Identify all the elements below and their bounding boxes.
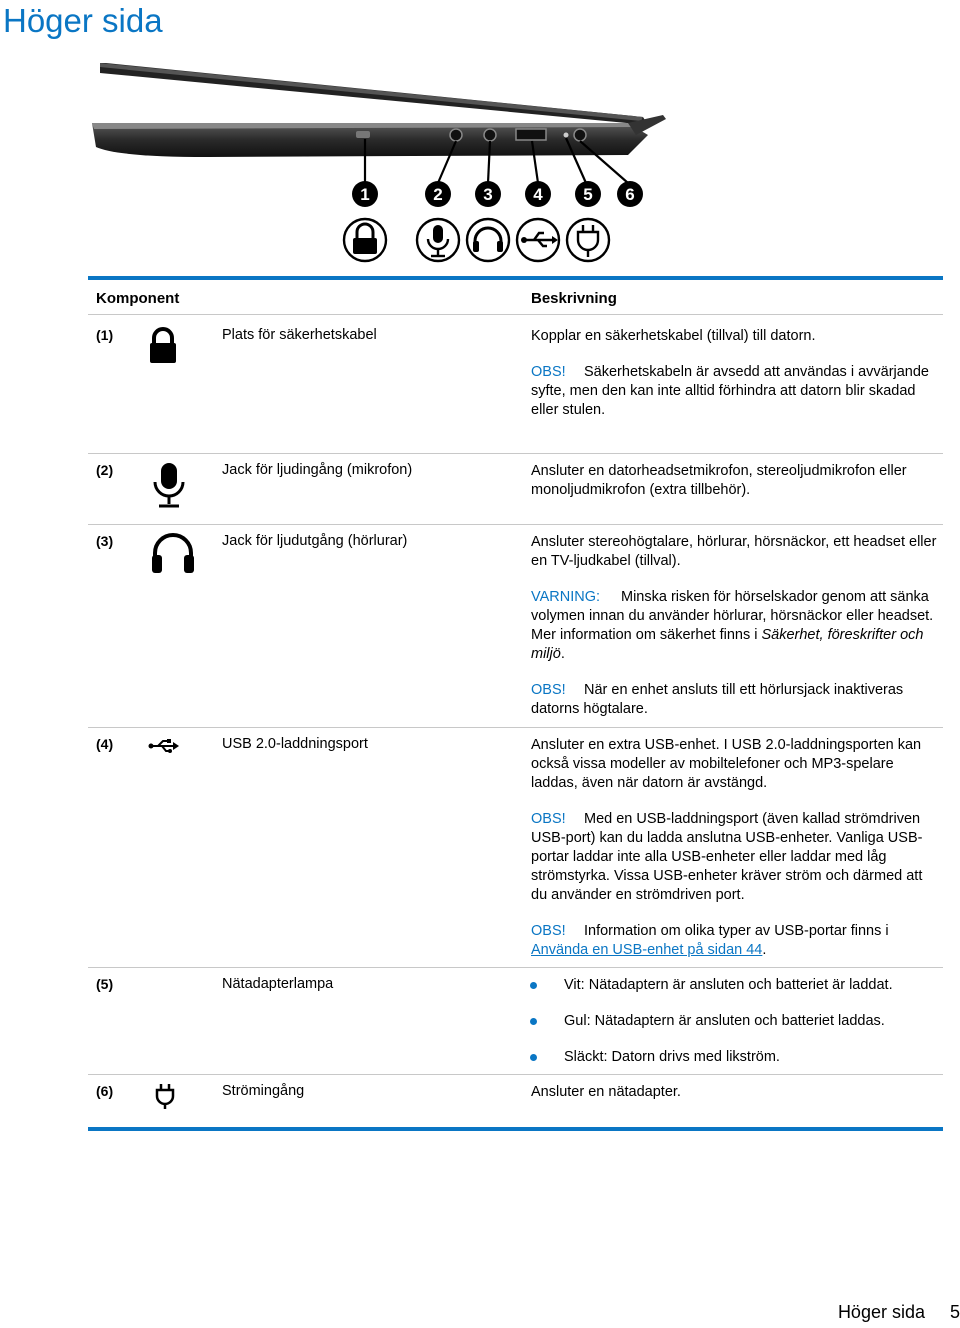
component-table — [88, 276, 943, 1131]
component-description: Ansluter en datorheadsetmikrofon, stereoljudmikrofon eller monoljudmikrofon (extra tillbehör). — [531, 463, 907, 498]
svg-text:1: 1 — [360, 185, 370, 204]
component-description: Ansluter en nätadapter. — [531, 1084, 681, 1100]
note-label: OBS! — [531, 682, 566, 698]
usb-icon — [517, 219, 559, 261]
component-name: Jack för ljudingång (mikrofon) — [222, 462, 413, 478]
callout-3 — [475, 181, 501, 207]
svg-text:5: 5 — [583, 185, 593, 204]
component-description: Kopplar en säkerhetskabel (tillval) till datorn. OBS! Säkerhetskabeln är avsedd att användas i avvärjande syfte, men den kan inte alltid förhindra att datorn blir skadad eller stulen. — [531, 328, 929, 418]
usb-reference-link[interactable]: Använda en USB-enhet på sidan 44 — [531, 942, 763, 958]
note-label: OBS! — [531, 364, 566, 380]
table-header — [88, 280, 943, 315]
component-name: Strömingång — [222, 1083, 305, 1099]
callout-6 — [617, 181, 643, 207]
component-description — [528, 976, 938, 1067]
table-row — [88, 525, 943, 728]
headphones-icon — [150, 531, 196, 580]
callout-1 — [352, 181, 378, 207]
component-name: Plats för säkerhetskabel — [222, 327, 377, 343]
row-number: (3) — [96, 533, 114, 549]
status-list — [528, 976, 938, 1067]
bullet-dot — [530, 1018, 537, 1025]
list-item: Vit: Nätadaptern är ansluten och batteriet är laddat. — [528, 976, 938, 995]
lock-icon — [146, 327, 180, 370]
row-number: (2) — [96, 462, 114, 478]
table-row — [88, 315, 943, 454]
microphone-icon — [152, 462, 186, 515]
component-description: Ansluter en extra USB-enhet. I USB 2.0-laddningsporten kan också vissa modeller av mobiltelefoner och MP3-spelare laddas, även när datorn är avstängd. OBS! Med en USB-laddningsport (även kallad strömdriven USB-port) kan du ladda anslutna USB-enheter. Vanliga USB-portar laddar inte alla USB-enheter eller laddar med låg strömstyrka. Vissa USB-enheter kräver ström och därmed att du använder en strömdriven port. OBS! Information om olika typer av USB-portar finns i Använda en USB-enhet på sidan 44. — [531, 737, 923, 958]
row-number: (1) — [96, 327, 114, 343]
svg-text:6: 6 — [625, 185, 635, 204]
page-number: 5 — [949, 1302, 960, 1322]
row-number: (6) — [96, 1083, 114, 1099]
usb-icon — [148, 738, 180, 759]
list-item: Släckt: Datorn drivs med likström. — [528, 1048, 938, 1067]
microphone-icon — [417, 219, 459, 261]
bullet-dot — [530, 1054, 537, 1061]
warning-label: VARNING: — [531, 589, 601, 605]
table-row — [88, 454, 943, 525]
row-number: (5) — [96, 976, 114, 992]
headphones-icon — [467, 219, 509, 261]
table-row — [88, 968, 943, 1075]
component-name: Jack för ljudutgång (hörlurar) — [222, 533, 408, 549]
callout-4 — [525, 181, 551, 207]
callout-5 — [575, 181, 601, 207]
header-description: Beskrivning — [531, 290, 617, 307]
table-row — [88, 1075, 943, 1127]
list-item: Gul: Nätadaptern är ansluten och batteriet laddas. — [528, 1012, 938, 1031]
page-footer — [838, 1302, 960, 1323]
component-name: Nätadapterlampa — [222, 976, 334, 992]
laptop-right-side-illustration — [88, 55, 668, 270]
page-title: Höger sida — [3, 2, 163, 39]
note-label: OBS! — [531, 923, 566, 939]
lock-icon — [344, 219, 386, 261]
table-row — [88, 728, 943, 968]
power-plug-icon — [154, 1083, 176, 1114]
callout-2 — [425, 181, 451, 207]
component-description: Ansluter stereohögtalare, hörlurar, hörsnäckor, ett headset eller en TV-ljudkabel (tillval). VARNING: Minska risken för hörselskador genom att sänka volymen innan du använder hörlurar, hörsnäckor eller headset. Mer information om säkerhet finns i Säkerhet, föreskrifter och miljö. OBS! När en enhet ansluts till ett hörlursjack inaktiveras datorns högtalare. — [531, 534, 937, 717]
svg-text:2: 2 — [433, 185, 443, 204]
component-name: USB 2.0-laddningsport — [222, 736, 368, 752]
note-label: OBS! — [531, 811, 566, 827]
header-component: Komponent — [96, 290, 180, 307]
svg-text:4: 4 — [533, 185, 543, 204]
bullet-dot — [530, 982, 537, 989]
footer-section-label: Höger sida — [837, 1302, 925, 1322]
power-plug-icon — [567, 219, 609, 261]
table-bottom-rule — [88, 1127, 943, 1131]
row-number: (4) — [96, 736, 114, 752]
svg-text:3: 3 — [483, 185, 493, 204]
